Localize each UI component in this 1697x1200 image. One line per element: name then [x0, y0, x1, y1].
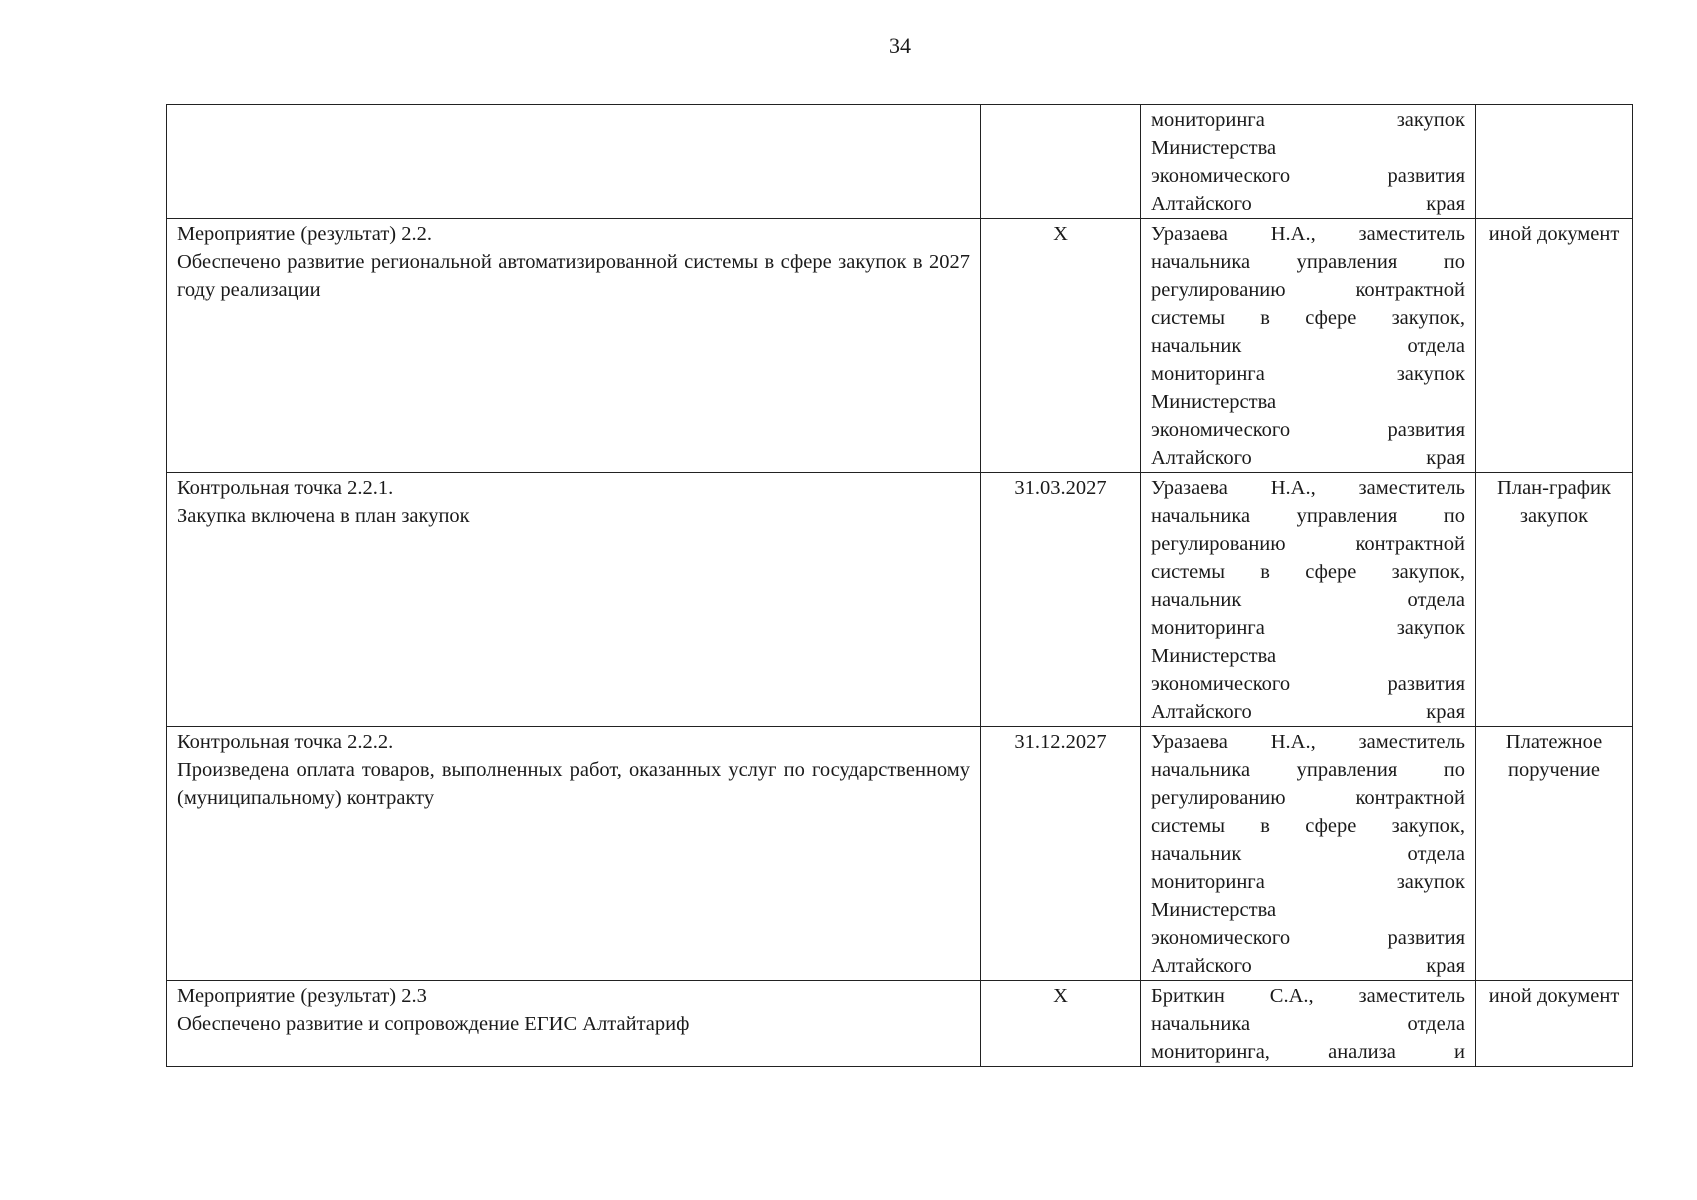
responsible-cell [1141, 105, 1476, 219]
responsible-cell [1141, 727, 1476, 981]
responsible-cell [1141, 219, 1476, 473]
responsible-line: мониторинга закупок [1151, 617, 1465, 639]
document-type-cell: План-график закупок [1476, 473, 1633, 727]
responsible-line: системы в сфере закупок, [1151, 815, 1465, 837]
responsible-line: экономического развития [1151, 165, 1465, 187]
responsible-cell [1141, 473, 1476, 727]
document-type-cell: иной документ [1476, 981, 1633, 1067]
responsible-line: мониторинга закупок [1151, 363, 1465, 385]
deadline-cell: X [981, 219, 1141, 473]
responsible-line: регулированию контрактной [1151, 279, 1465, 301]
responsible-line: начальника управления по [1151, 759, 1465, 781]
table-row [167, 473, 1633, 727]
plan-table [166, 104, 1633, 1067]
table-row [167, 219, 1633, 473]
responsible-line: Министерства [1151, 899, 1277, 921]
item-description-cell [167, 219, 981, 473]
responsible-line: Министерства [1151, 391, 1277, 413]
item-description: Обеспечено развитие региональной автоматизированной системы в сфере закупок в 2027 году реализации [177, 251, 970, 301]
responsible-line: Уразаева Н.А., заместитель [1151, 477, 1465, 499]
responsible-line: Алтайского края [1151, 193, 1465, 215]
responsible-cell [1141, 981, 1476, 1067]
deadline-cell [981, 105, 1141, 219]
responsible-line: Алтайского края [1151, 701, 1465, 723]
item-description-cell [167, 473, 981, 727]
responsible-line: экономического развития [1151, 927, 1465, 949]
responsible-line: мониторинга, анализа и [1151, 1041, 1465, 1063]
item-description: Закупка включена в план закупок [177, 505, 470, 527]
responsible-line: начальника отдела [1151, 1013, 1465, 1035]
responsible-line: системы в сфере закупок, [1151, 561, 1465, 583]
responsible-line: начальника управления по [1151, 251, 1465, 273]
responsible-line: экономического развития [1151, 673, 1465, 695]
item-title: Мероприятие (результат) 2.2. [177, 223, 433, 245]
responsible-line: мониторинга закупок [1151, 109, 1465, 131]
page-number: 34 [889, 33, 911, 58]
responsible-line: Алтайского края [1151, 955, 1465, 977]
responsible-line: системы в сфере закупок, [1151, 307, 1465, 329]
deadline-cell: 31.12.2027 [981, 727, 1141, 981]
deadline-cell: X [981, 981, 1141, 1067]
document-type-cell: Платежное поручение [1476, 727, 1633, 981]
item-description: Произведена оплата товаров, выполненных работ, оказанных услуг по государственному (муниципальному) контракту [177, 759, 970, 809]
document-type-cell: иной документ [1476, 219, 1633, 473]
table-row [167, 105, 1633, 219]
responsible-line: начальник отдела [1151, 335, 1465, 357]
plan-table-body [167, 105, 1633, 1067]
item-title: Мероприятие (результат) 2.3 [177, 985, 427, 1007]
responsible-line: регулированию контрактной [1151, 787, 1465, 809]
responsible-line: начальник отдела [1151, 589, 1465, 611]
responsible-line: регулированию контрактной [1151, 533, 1465, 555]
responsible-line: Уразаева Н.А., заместитель [1151, 731, 1465, 753]
item-description-cell [167, 727, 981, 981]
item-title: Контрольная точка 2.2.2. [177, 731, 394, 753]
responsible-line: Бриткин С.А., заместитель [1151, 985, 1465, 1007]
responsible-line: мониторинга закупок [1151, 871, 1465, 893]
deadline-cell: 31.03.2027 [981, 473, 1141, 727]
responsible-line: Министерства [1151, 645, 1277, 667]
responsible-line: начальник отдела [1151, 843, 1465, 865]
document-type-cell [1476, 105, 1633, 219]
table-row [167, 727, 1633, 981]
table-row [167, 981, 1633, 1067]
responsible-line: Министерства [1151, 137, 1277, 159]
responsible-line: начальника управления по [1151, 505, 1465, 527]
responsible-line: Уразаева Н.А., заместитель [1151, 223, 1465, 245]
item-description: Обеспечено развитие и сопровождение ЕГИС Алтайтариф [177, 1013, 690, 1035]
item-description-cell [167, 981, 981, 1067]
item-title: Контрольная точка 2.2.1. [177, 477, 394, 499]
responsible-line: Алтайского края [1151, 447, 1465, 469]
responsible-line: экономического развития [1151, 419, 1465, 441]
item-description-cell [167, 105, 981, 219]
